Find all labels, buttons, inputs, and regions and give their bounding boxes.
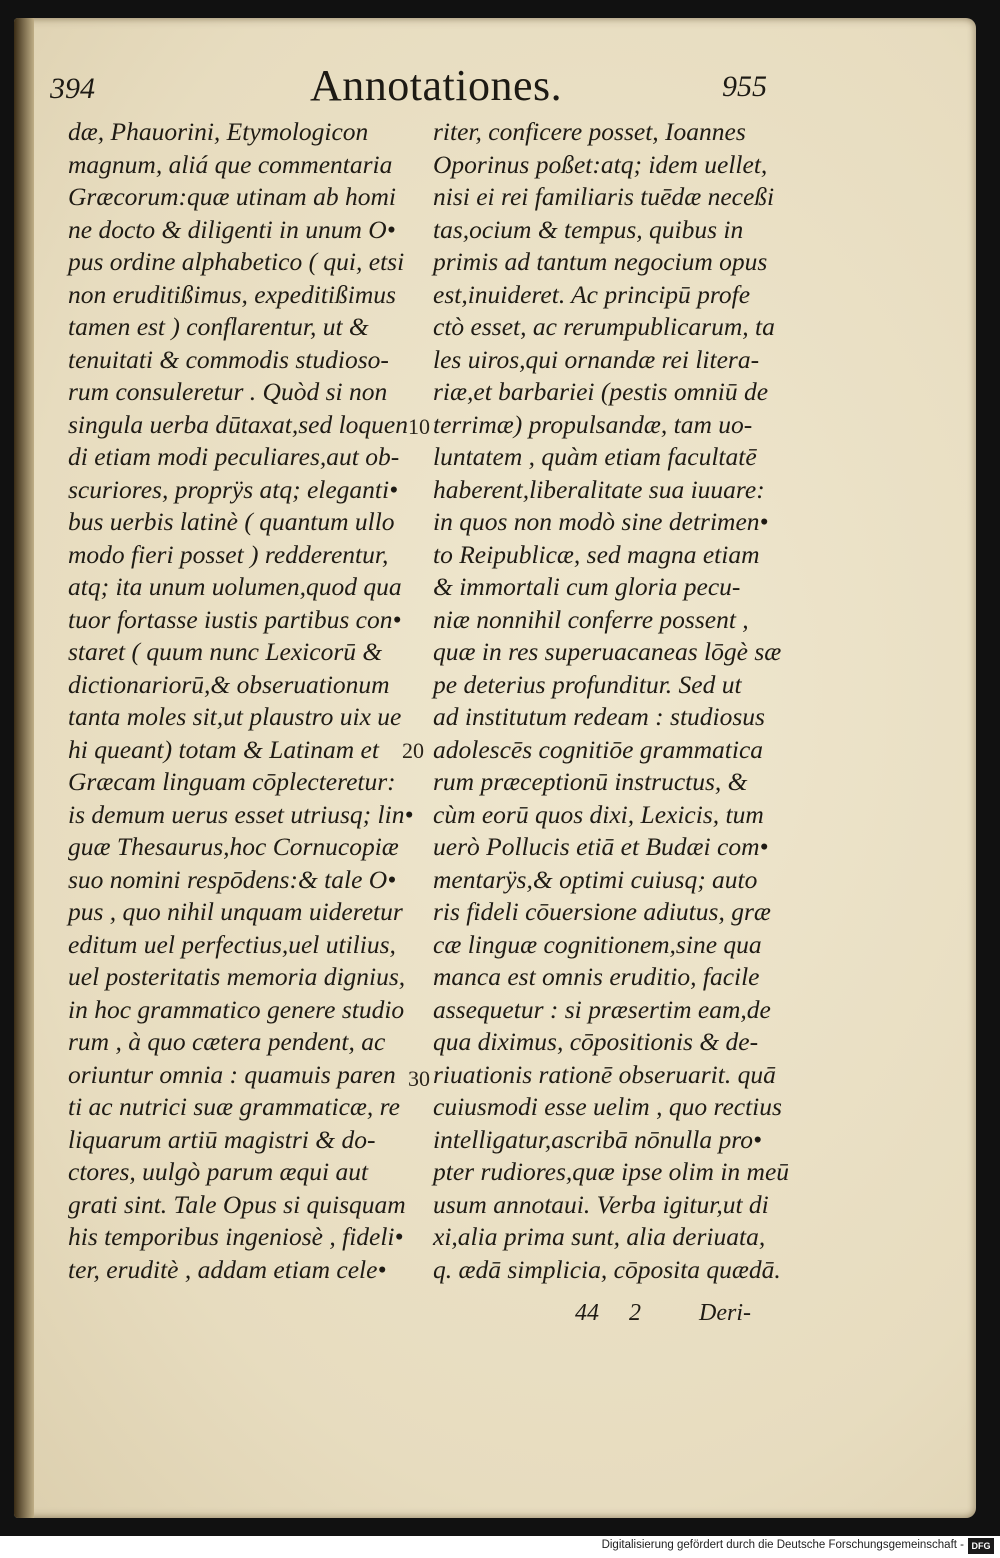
text-line: manca est omnis eruditio, facile xyxy=(433,962,760,991)
text-line: ne docto & diligenti in unum O• xyxy=(68,214,396,244)
text-line: ctores, uulgò parum æqui aut xyxy=(68,1157,369,1186)
text-line: cuiusmodi esse uelim , quo rectius xyxy=(433,1092,782,1121)
text-line: pter rudiores,quæ ipse olim in meū xyxy=(433,1157,790,1186)
text-line: di etiam modi peculiares,aut ob- xyxy=(68,442,400,471)
text-line: Græcorum:quæ utinam ab homi xyxy=(68,182,396,211)
text-line: rum , à quo cætera pendent, ac xyxy=(68,1027,386,1056)
text-line: non eruditißimus, expeditißimus xyxy=(68,279,396,309)
text-line: riæ,et barbariei (pestis omniū de xyxy=(433,377,769,406)
text-line: tamen est ) conflarentur, ut & xyxy=(68,312,369,341)
text-line: liquarum artiū magistri & do- xyxy=(68,1124,376,1154)
text-line: magnum, aliá que commentaria xyxy=(68,149,393,179)
text-line: niæ nonnihil conferre possent , xyxy=(433,604,749,634)
text-line: rum præceptionū instructus, & xyxy=(433,767,748,796)
text-line: ad institutum redeam : studiosus xyxy=(433,702,765,731)
text-line: assequetur : si præsertim eam,de xyxy=(433,994,771,1024)
text-line: rum consuleretur . Quòd si non xyxy=(68,377,388,406)
text-line: oriuntur omnia : quamuis paren xyxy=(68,1059,396,1089)
text-line: xi,alia prima sunt, alia deriuata, xyxy=(433,1222,766,1251)
text-line: dictionariorū,& obseruationum xyxy=(68,669,390,699)
text-line: riuationis rationē obseruarit. quā xyxy=(433,1059,776,1089)
text-line: quæ in res superuacaneas lōgè sæ xyxy=(433,637,782,666)
margin-line-number: 10 xyxy=(408,414,430,439)
text-line: haberent,liberalitate sua iuuare: xyxy=(433,474,765,504)
text-line: nisi ei rei familiaris tuēdæ neceßi xyxy=(433,182,775,211)
text-line: pus ordine alphabetico ( qui, etsi xyxy=(68,247,405,276)
digitization-credit: Digitalisierung gefördert durch die Deutsche Forschungsgemeinschaft - xyxy=(601,1539,964,1551)
catchword: Deri- xyxy=(699,1300,751,1326)
text-line: is demum uerus esset utriusq; lin• xyxy=(68,799,414,829)
text-line: usum annotaui. Verba igitur,ut di xyxy=(433,1189,769,1219)
text-line: intelligatur,ascribā nōnulla pro• xyxy=(433,1124,762,1154)
text-line: primis ad tantum negocium opus xyxy=(433,247,768,276)
text-line: terrimæ) propulsandæ, tam uo- xyxy=(433,409,753,439)
margin-line-number: 20 xyxy=(402,738,424,763)
text-line: suo nomini respōdens:& tale O• xyxy=(68,864,397,894)
text-line: ter, eruditè , addam etiam cele• xyxy=(68,1254,387,1284)
text-line: tuor fortasse iustis partibus con• xyxy=(68,604,402,634)
text-line: q. ædā simplicia, cōposita quædā. xyxy=(433,1254,781,1284)
text-line: est,inuideret. Ac principū profe xyxy=(433,279,751,309)
text-line: luntatem , quàm etiam facultatē xyxy=(433,442,757,471)
left-text-column xyxy=(68,116,413,1286)
text-line: in quos non modò sine detrimen• xyxy=(433,507,769,536)
page-footer xyxy=(575,1300,751,1327)
dfg-logo: DFG xyxy=(968,1538,994,1554)
text-line: qua diximus, cōpositionis & de- xyxy=(433,1027,759,1056)
text-line: ris fideli cōuersione adiutus, græ xyxy=(433,897,771,926)
text-line: guæ Thesaurus,hoc Cornucopiæ xyxy=(68,832,399,861)
running-head-title: Annotationes. xyxy=(310,61,563,110)
page-gutter xyxy=(14,18,34,1518)
text-line: atq; ita unum uolumen,quod qua xyxy=(68,572,402,601)
text-line: cæ linguæ cognitionem,sine qua xyxy=(433,929,762,959)
text-line: editum uel perfectius,uel utilius, xyxy=(68,929,396,959)
text-line: tenuitati & commodis studioso- xyxy=(68,344,389,374)
folio-number: 955 xyxy=(722,70,767,103)
margin-line-number: 30 xyxy=(408,1066,430,1091)
signature-number: 44 xyxy=(575,1300,599,1326)
text-line: ti ac nutrici suæ grammaticæ, re xyxy=(68,1092,400,1121)
text-line: tanta moles sit,ut plaustro uix ue xyxy=(68,702,402,731)
text-line: uerò Pollucis etiā et Budæi com• xyxy=(433,832,769,861)
text-line: staret ( quum nunc Lexicorū & xyxy=(68,637,383,666)
right-text-column xyxy=(433,116,790,1286)
signature-mark: 2 xyxy=(629,1300,641,1326)
text-line: uel posteritatis memoria dignius, xyxy=(68,962,406,991)
text-line: scuriores, proprÿs atq; eleganti• xyxy=(68,474,399,504)
text-line: modo fieri posset ) redderentur, xyxy=(68,539,389,569)
text-line: les uiros,qui ornandæ rei litera- xyxy=(433,344,760,374)
text-line: bus uerbis latinè ( quantum ullo xyxy=(68,507,395,536)
text-line: grati sint. Tale Opus si quisquam xyxy=(68,1189,406,1219)
text-line: in hoc grammatico genere studio xyxy=(68,994,405,1024)
text-line: his temporibus ingeniosè , fideli• xyxy=(68,1222,404,1251)
text-line: pe deterius profunditur. Sed ut xyxy=(433,669,742,699)
text-line: singula uerba dūtaxat,sed loquen xyxy=(68,409,408,439)
text-line: riter, conficere posset, Ioannes xyxy=(433,117,746,146)
text-line: mentarÿs,& optimi cuiusq; auto xyxy=(433,864,758,894)
text-line: adolescēs cognitiōe grammatica xyxy=(433,734,764,764)
text-line: Oporinus poßet:atq; idem uellet, xyxy=(433,149,768,179)
page-number: 394 xyxy=(50,72,95,105)
text-line: tas,ocium & tempus, quibus in xyxy=(433,214,744,244)
text-line: Græcam linguam cōplecteretur: xyxy=(68,767,396,796)
text-line: dæ, Phauorini, Etymologicon xyxy=(68,117,369,146)
text-line: hi queant) totam & Latinam et xyxy=(68,734,379,764)
text-line: ctò esset, ac rerumpublicarum, ta xyxy=(433,312,775,341)
text-line: to Reipublicæ, sed magna etiam xyxy=(433,539,760,569)
text-line: pus , quo nihil unquam uideretur xyxy=(68,897,403,926)
text-line: cùm eorū quos dixi, Lexicis, tum xyxy=(433,799,764,829)
text-line: & immortali cum gloria pecu- xyxy=(433,572,741,601)
